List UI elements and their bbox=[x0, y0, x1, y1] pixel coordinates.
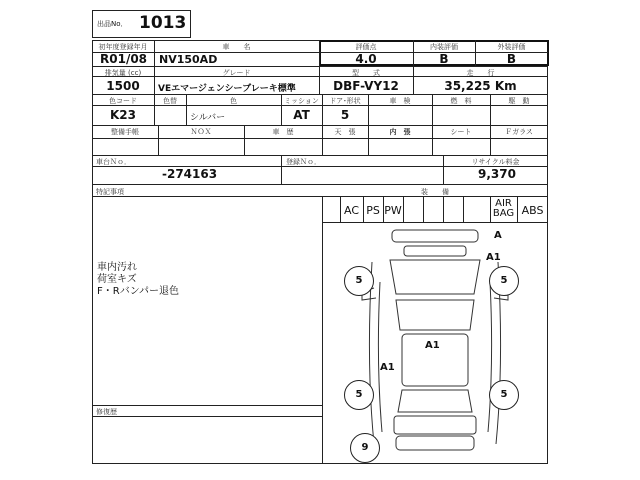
tyre-rear-right: 5 bbox=[489, 380, 519, 410]
label-registration-number: 登録Ｎｏ． bbox=[286, 158, 321, 166]
hood-outline bbox=[390, 260, 480, 294]
damage-code-front-fender: A1 bbox=[486, 252, 501, 263]
label-fuel: 燃 料 bbox=[450, 97, 472, 105]
label-interior-grade: 内装評価 bbox=[430, 43, 458, 51]
equipment-ac: AC bbox=[343, 204, 359, 217]
score-value: 4.0 bbox=[355, 52, 377, 66]
front-grille-outline bbox=[404, 246, 466, 256]
rear-gate-outline bbox=[394, 416, 476, 434]
rear-bumper-outline bbox=[396, 436, 474, 450]
mileage-value: 35,225 Km bbox=[444, 79, 517, 93]
tyre-front-right: 5 bbox=[489, 266, 519, 296]
color-value: シルバー bbox=[190, 113, 226, 123]
damage-code-left-door: A1 bbox=[380, 362, 395, 373]
left-door-outline bbox=[378, 282, 382, 432]
label-mission: ミッション bbox=[284, 97, 319, 105]
label-exterior-grade: 外装評価 bbox=[497, 43, 526, 51]
equipment-ps: PS bbox=[366, 204, 380, 217]
lot-number: 1013 bbox=[139, 13, 187, 33]
equipment-airbag: AIR BAG bbox=[492, 198, 515, 219]
label-mileage: 走 行 bbox=[466, 69, 495, 77]
model-type-value: DBF-VY12 bbox=[333, 79, 399, 93]
label-color: 色 bbox=[230, 97, 237, 105]
label-model-type: 型 式 bbox=[352, 69, 380, 77]
mission-value: AT bbox=[293, 108, 310, 122]
label-repair-history: 修復歴 bbox=[96, 408, 117, 416]
tyre-rear-left: 5 bbox=[344, 380, 374, 410]
tyre-spare: 9 bbox=[350, 433, 380, 463]
tyre-front-left: 5 bbox=[344, 266, 374, 296]
chassis-number-value: -274163 bbox=[162, 167, 218, 181]
doors-value: 5 bbox=[340, 108, 350, 122]
label-history: 車 歴 bbox=[272, 128, 294, 136]
rear-window-outline bbox=[398, 390, 472, 412]
first-registration-value: R01/08 bbox=[100, 52, 148, 66]
label-special-notes: 特記事項 bbox=[96, 188, 124, 196]
label-front-glass: Ｆガラス bbox=[505, 128, 533, 136]
label-first-registration: 初年度登録年月 bbox=[98, 43, 148, 51]
interior-grade-value: B bbox=[439, 52, 449, 66]
model-name-value: NV150AD bbox=[159, 53, 218, 66]
grade-value: VEエマージェンシーブレーキ標準 bbox=[158, 84, 296, 94]
label-equipment: 装 備 bbox=[421, 188, 449, 196]
label-seat: シート bbox=[450, 128, 472, 136]
color-code-value: K23 bbox=[110, 108, 136, 122]
equipment-pw: PW bbox=[384, 204, 402, 217]
exterior-grade-value: B bbox=[506, 52, 517, 66]
lot-box bbox=[92, 10, 191, 38]
label-doors: ドア･形状 bbox=[329, 97, 361, 105]
remark-line: 車内汚れ bbox=[97, 262, 137, 273]
label-recycle-fee: リサイクル料金 bbox=[471, 158, 520, 166]
label-score: 評価点 bbox=[355, 43, 377, 51]
label-model-name: 車 名 bbox=[222, 43, 251, 51]
label-drive: 駆 動 bbox=[508, 97, 530, 105]
label-ceiling: 天 張 bbox=[334, 128, 356, 136]
right-door-outline bbox=[488, 282, 492, 432]
remark-line: 荷室キズ bbox=[97, 274, 137, 285]
label-service-book: 整備手帳 bbox=[111, 128, 139, 136]
damage-code-front: A bbox=[494, 230, 502, 241]
label-displacement: 排気量 (cc) bbox=[104, 69, 142, 77]
label-chassis-number: 車台Ｎｏ． bbox=[96, 158, 131, 166]
label-interior-trim: 内 張 bbox=[389, 128, 411, 136]
label-inspection: 車 検 bbox=[389, 97, 411, 105]
remark-line: F・Rバンパー退色 bbox=[97, 286, 180, 297]
recycle-fee-value: 9,370 bbox=[478, 167, 516, 181]
label-color-code: 色コード bbox=[109, 97, 137, 105]
displacement-value: 1500 bbox=[106, 79, 140, 93]
front-bumper-outline bbox=[392, 230, 478, 242]
windshield-outline bbox=[396, 300, 474, 330]
label-grade: グレード bbox=[222, 69, 251, 77]
damage-code-roof: A1 bbox=[425, 340, 440, 351]
equipment-abs: ABS bbox=[521, 204, 544, 217]
label-color-change: 色替 bbox=[163, 97, 177, 105]
label-nox: ＮＯＸ bbox=[190, 128, 212, 136]
lot-label: 出品No． bbox=[97, 20, 128, 28]
